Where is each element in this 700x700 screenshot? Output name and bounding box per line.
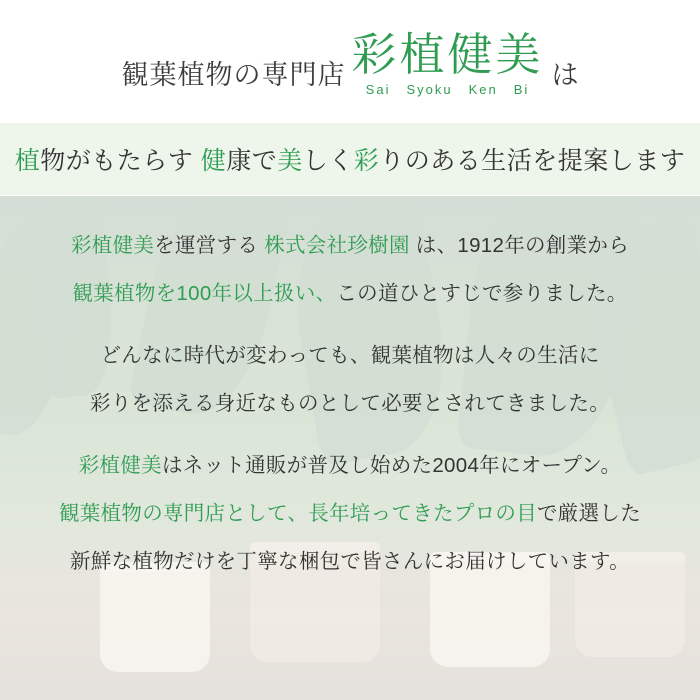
plant-photo (0, 196, 700, 700)
paragraph-line (18, 380, 682, 428)
text-segment: 株式会社珍樹園 (264, 234, 410, 257)
brand-kanji: 彩植健美 (351, 28, 544, 80)
text-segment: 新鮮な植物だけを丁寧な梱包で皆さんにお届けしています。 (70, 550, 630, 573)
paragraph-line (18, 442, 682, 490)
paragraph-line (18, 222, 682, 270)
brand-romaji-4: Bi (513, 82, 530, 98)
tagline-text (15, 141, 686, 177)
text-segment: りのある生活を提案します (379, 147, 686, 175)
paragraph-philosophy (18, 332, 682, 428)
header-line (121, 28, 579, 98)
text-segment: 彩植健美 (78, 454, 162, 477)
paragraph-line (18, 270, 682, 318)
text-segment: 彩植健美 (70, 234, 155, 257)
text-segment: はネット通販が普及し始めた2004年にオープン。 (161, 454, 622, 477)
text-segment: 彩 (353, 147, 380, 175)
text-segment: 物がもたらす (40, 147, 201, 175)
text-segment: は、1912年の創業から (409, 234, 629, 257)
text-segment: 観葉植物を100年以上扱い、 (72, 282, 337, 305)
paragraph-line (18, 490, 682, 538)
brand-romaji-3: Ken (468, 82, 498, 98)
brand-romaji-1: Sai (365, 82, 391, 98)
text-segment: どんなに時代が変わっても、観葉植物は人々の生活に (100, 344, 600, 367)
brand-logo (351, 28, 544, 98)
text-segment: 植 (14, 147, 41, 175)
text-segment: を運営する (154, 234, 265, 257)
body-copy (0, 196, 700, 700)
header-tail-text: は (551, 60, 579, 91)
header-lead-text: 観葉植物の専門店 (121, 60, 346, 91)
text-segment: で厳選した (537, 502, 641, 525)
paragraph-line (18, 332, 682, 380)
text-segment: 彩りを添える身近なものとして必要とされてきました。 (90, 392, 610, 415)
text-segment: 健 (200, 147, 227, 175)
paragraph-shop-story (18, 442, 682, 586)
text-segment: 観葉植物の専門店として、長年培ってきたプロの目 (59, 502, 537, 525)
brand-romaji (366, 82, 530, 97)
text-segment: 美 (277, 147, 303, 175)
paragraph-company-history (18, 222, 682, 318)
page-header (0, 0, 700, 122)
brand-romaji-2: Syoku (406, 82, 453, 98)
text-segment: 康で (226, 147, 278, 175)
paragraph-line (18, 538, 682, 586)
text-segment: この道ひとすじで参りました。 (336, 282, 628, 305)
tagline-band (0, 122, 700, 196)
text-segment: しく (302, 147, 354, 175)
